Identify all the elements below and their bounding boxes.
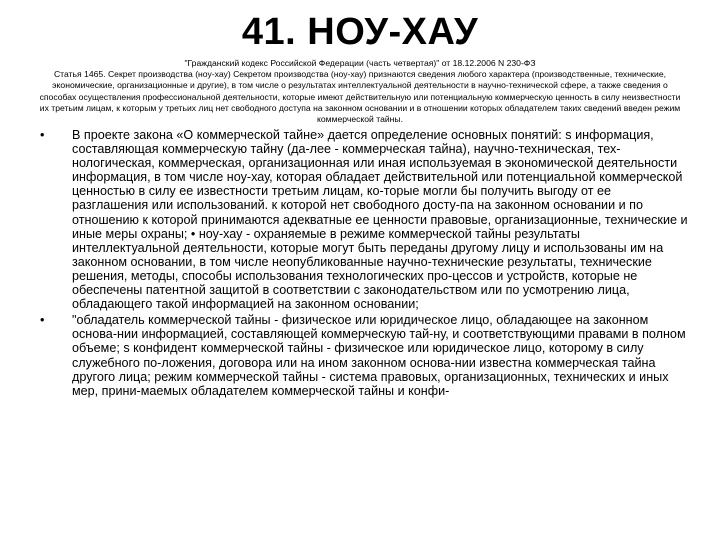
- bullet-item: [40, 313, 690, 398]
- law-citation-block: [36, 58, 684, 125]
- bullet-dot-icon: •: [40, 128, 45, 142]
- bullet-list: [40, 128, 690, 400]
- slide-title: 41. НОУ-ХАУ: [241, 11, 479, 53]
- bullet-dot-icon: •: [40, 313, 45, 328]
- bullet-text: В проекте закона «О коммерческой тайне» дается определение основных понятий: s информация, составляющая коммерческую тайну (да-лее - коммерческая тайна), научно-техническая, тех-нологическая, коммерческая, организационная или иная используемая в экономической деятельности информация, в том числе ноу-хау, которая обладает действительной или потенциальной коммерческой ценностью в силу ее известности третьим лицам, ко-торые могли бы получить выгоду от ее разглашения или использований. к которой нет свободного досту-па на законном основании и по отношению к которой принимаются адекватные ее ценности правовые, организационные, технические и иные меры охраны; • ноу-хау - охраняемые в режиме коммерческой тайны результаты интеллектуальной деятельности, которые могут быть переданы другому лицу и использованы им на законном основании, в том числе неопубликованные научно-технические результаты, технические решения, методы, способы использования технологических про-цессов и устройств, которые не обеспечены патентной защитой в соответствии с законодательством или по усмотрению лица, обладающего такой информацией на законном основании;: [72, 128, 688, 312]
- bullet-text: "обладатель коммерческой тайны - физическое или юридическое лицо, обладающее на законном основа-нии информацией, составляющей коммерческую тай-ну, и соответствующими правами в полном объеме; s конфидент коммерческой тайны - физическое или юридическое лицо, которому в силу служебного по-ложения, договора или на ином законном основа-нии известна коммерческая тайна другого лица; режим коммерческой тайны - система правовых, организационных, технических и иных мер, прини-маемых обладателем коммерческой тайны и конфи-: [72, 313, 686, 398]
- law-citation-heading: "Гражданский кодекс Российской Федерации (часть четвертая)" от 18.12.2006 N 230-ФЗ: [184, 58, 536, 68]
- bullet-item: [40, 128, 690, 311]
- law-citation-text: Статья 1465. Секрет производства (ноу-хау) Секретом производства (ноу-хау) признаются сведения любого характера (производственные, технические, экономические, организационные и другие), в том числе о результатах интеллектуальной деятельности в научно-технической сфере, а также сведения о способах осуществления профессиональной деятельности, которые имеют действительную или потенциальную коммерческую ценность в силу неизвестности их третьим лицам, к которым у третьих лиц нет свободного доступа на законном основании и в отношении которых обладателем таких сведений введен режим коммерческой тайны.: [39, 69, 681, 125]
